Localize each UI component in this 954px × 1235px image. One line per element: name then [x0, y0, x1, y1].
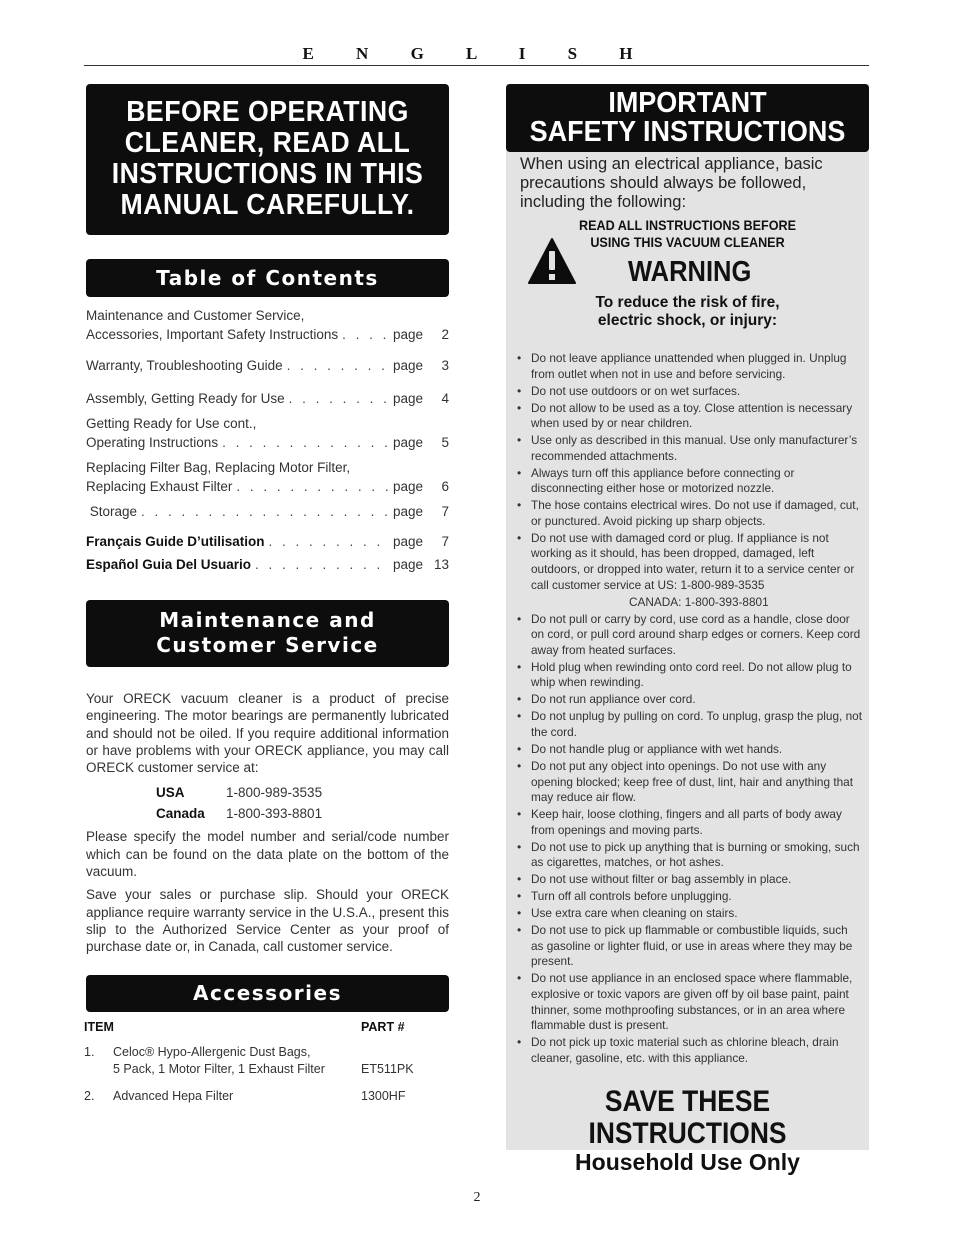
toc-page-word: page [392, 479, 423, 494]
safety-intro: When using an electrical appliance, basic precautions should always be followed, including the following: [520, 155, 823, 211]
toc-entry-prefix: Getting Ready for Use cont., [86, 416, 257, 431]
accessory-row [84, 1088, 449, 1105]
row-number: 1. [84, 1045, 95, 1059]
toc-page-word: page [392, 557, 423, 572]
maintenance-heading [86, 600, 449, 667]
heading-line: IMPORTANT [608, 87, 767, 119]
risk-notice [506, 294, 869, 330]
list-item: • Always turn off this appliance before connecting or disconnecting either hose or motorized nozzle. [516, 466, 862, 497]
toc-page-number: 5 [441, 435, 449, 450]
heading-line: SAFETY INSTRUCTIONS [529, 116, 846, 148]
toc-entry-label: Replacing Exhaust Filter [86, 479, 233, 494]
list-item: • Do not use to pick up anything that is burning or smoking, such as cigarettes, matches, or hot ashes. [516, 840, 862, 871]
list-item: • Keep hair, loose clothing, fingers and all parts of body away from openings and moving parts. [516, 807, 862, 838]
toc-entry[interactable] [86, 532, 449, 551]
toc-page-number: 7 [441, 534, 449, 549]
country-label: USA [156, 785, 185, 801]
save-instructions-title: SAVE THESE INSTRUCTIONS [588, 1085, 787, 1150]
list-item: • Do not use appliance in an enclosed space where flammable, explosive or toxic vapors are given off by oil base paint, paint thinner, some mothproofing substances, or in an area where flammable dust is present. [516, 971, 862, 1033]
list-item: • Do not use without filter or bag assembly in place. [516, 872, 862, 888]
toc-entry-label: Storage [86, 504, 138, 519]
toc-entry-label: Español Guia Del Usuario [86, 557, 252, 572]
toc-page-number: 13 [433, 557, 449, 572]
toc-page-word: page [392, 358, 423, 373]
header-rule [84, 65, 869, 66]
toc-entry[interactable] [86, 389, 449, 408]
toc-page-number: 2 [441, 327, 449, 342]
leader-dots [287, 356, 389, 375]
list-item: • Do not use outdoors or on wet surfaces. [516, 384, 862, 400]
part-number: 1300HF [361, 1089, 406, 1103]
toc-page-word: page [392, 534, 423, 549]
table-of-contents [86, 306, 449, 574]
heading-line: Customer Service [156, 633, 379, 657]
toc-heading: Table of Contents [86, 259, 449, 297]
notice-line: READ ALL INSTRUCTIONS BEFORE [578, 217, 797, 233]
warning-label: WARNING [628, 256, 752, 288]
toc-entry-label: Accessories, Important Safety Instructions [86, 327, 339, 342]
toc-entry-prefix: Maintenance and Customer Service, [86, 308, 305, 323]
toc-entry[interactable] [86, 477, 449, 496]
toc-entry-label: Assembly, Getting Ready for Use [86, 391, 285, 406]
toc-page-number: 7 [441, 504, 449, 519]
accessory-row [84, 1044, 449, 1078]
list-item: • Do not run appliance over cord. [516, 692, 862, 708]
leader-dots [342, 325, 389, 344]
maintenance-paragraph: Please specify the model number and serial/code number which can be found on the data plate on the bottom of the vacuum. [86, 829, 449, 880]
toc-page-word: page [392, 504, 423, 519]
toc-page-number: 4 [441, 391, 449, 406]
banner-line: MANUAL CAREFULLY. [120, 189, 415, 221]
leader-dots [289, 389, 389, 408]
phone-number: 1-800-393-8801 [226, 806, 323, 822]
toc-entry[interactable] [86, 555, 449, 574]
leader-dots [236, 477, 389, 496]
maintenance-paragraph: Save your sales or purchase slip. Should your ORECK appliance require warranty service in the U.S.A., present this slip to the Authorized Service Center as your proof of purchase date or, in Canada, call customer service. [86, 887, 449, 955]
toc-page-number: 6 [441, 479, 449, 494]
usa-phone-row [86, 782, 449, 803]
accessories-heading: Accessories [86, 975, 449, 1012]
canada-service-line: CANADA: 1-800-393-8801 [629, 594, 769, 609]
accessories-header-row [84, 1020, 449, 1034]
country-label: Canada [156, 806, 205, 822]
heading-line: Maintenance and [159, 608, 376, 632]
toc-entry-label: Warranty, Troubleshooting Guide [86, 358, 283, 373]
accessory-description [113, 1044, 361, 1078]
toc-entry[interactable] [86, 433, 449, 452]
leader-dots [222, 433, 389, 452]
list-item: • Do not use to pick up flammable or combustible liquids, such as gasoline or lighter fluid, or use in areas where they may be present. [516, 923, 862, 970]
part-number: ET511PK [361, 1062, 414, 1076]
list-item: • Do not handle plug or appliance with wet hands. [516, 742, 862, 758]
read-instructions-banner [86, 84, 449, 235]
safety-bullet-list [516, 351, 862, 1068]
accessory-description: Advanced Hepa Filter [113, 1089, 234, 1103]
banner-line: INSTRUCTIONS IN THIS [111, 158, 424, 190]
banner-line: BEFORE OPERATING [126, 96, 409, 128]
canada-phone-row [86, 803, 449, 824]
list-item: • Use only as described in this manual. Use only manufacturer’s recommended attachments. [516, 433, 862, 464]
list-item: • Do not use with damaged cord or plug. If appliance is not working as it should, has been dropped, damaged, left outdoors, or dropped into water, return it to a service center or call customer service at US: 1-800-989-3535 [516, 531, 862, 593]
notice-line: USING THIS VACUUM CLEANER [590, 234, 785, 250]
toc-entry-prefix: Replacing Filter Bag, Replacing Motor Filter, [86, 460, 351, 475]
toc-entry-label: Operating Instructions [86, 435, 219, 450]
list-item: • Do not unplug by pulling on cord. To unplug, grasp the plug, not the cord. [516, 709, 862, 740]
toc-entry[interactable] [86, 356, 449, 375]
maintenance-paragraph: Your ORECK vacuum cleaner is a product of precise engineering. The motor bearings are permanently lubricated and should not be oiled. If you require additional information or have problems with your ORECK appliance, you may call ORECK customer service at: [86, 691, 449, 776]
toc-entry-label: Français Guide D’utilisation [86, 534, 265, 549]
toc-page-word: page [392, 391, 423, 406]
accessories-table [84, 1020, 449, 1105]
language-header: E N G L I S H [302, 44, 652, 63]
toc-page-word: page [392, 327, 423, 342]
list-item: • Do not pull or carry by cord, use cord as a handle, close door on cord, or pull cord around sharp edges or corners. Keep cord away from heated surfaces. [516, 612, 862, 659]
list-item: • Use extra care when cleaning on stairs. [516, 906, 862, 922]
page-number: 2 [473, 1190, 481, 1205]
notice-line: To reduce the risk of fire, [595, 294, 780, 311]
list-item: • Turn off all controls before unplugging. [516, 889, 862, 905]
col-part-header: PART # [361, 1020, 405, 1034]
leader-dots [141, 502, 389, 521]
list-item: • Do not leave appliance unattended when plugged in. Unplug from outlet when not in use and before servicing. [516, 351, 862, 382]
save-instructions [506, 1086, 869, 1175]
phone-number: 1-800-989-3535 [226, 785, 323, 801]
notice-line: electric shock, or injury: [597, 312, 778, 329]
description-line: Celoc® Hypo-Allergenic Dust Bags, [113, 1045, 311, 1059]
list-item: • Hold plug when rewinding onto cord reel. Do not allow plug to whip when rewinding. [516, 660, 862, 691]
list-item: • Do not pick up toxic material such as chlorine bleach, drain cleaner, gasoline, etc. with this appliance. [516, 1035, 862, 1066]
toc-page-word: page [392, 435, 423, 450]
safety-heading [506, 84, 869, 152]
toc-entry[interactable] [86, 325, 449, 344]
list-item: • Do not put any object into openings. Do not use with any opening blocked; keep free of dust, lint, hair and anything that may reduce air flow. [516, 759, 862, 806]
household-use-label: Household Use Only [575, 1149, 800, 1175]
row-number: 2. [84, 1089, 95, 1103]
banner-line: CLEANER, READ ALL [124, 127, 411, 159]
toc-entry[interactable] [86, 502, 449, 521]
description-line: 5 Pack, 1 Motor Filter, 1 Exhaust Filter [113, 1062, 325, 1076]
leader-dots [269, 532, 389, 551]
list-item: • Do not allow to be used as a toy. Close attention is necessary when used by or near children. [516, 401, 862, 432]
leader-dots [255, 555, 389, 574]
maintenance-section [86, 690, 449, 962]
warning-triangle-icon [528, 237, 576, 285]
col-item-header: ITEM [84, 1020, 114, 1034]
toc-page-number: 3 [441, 358, 449, 373]
list-item: • The hose contains electrical wires. Do not use if damaged, cut, or punctured. Avoid picking up sharp objects. [516, 498, 862, 529]
